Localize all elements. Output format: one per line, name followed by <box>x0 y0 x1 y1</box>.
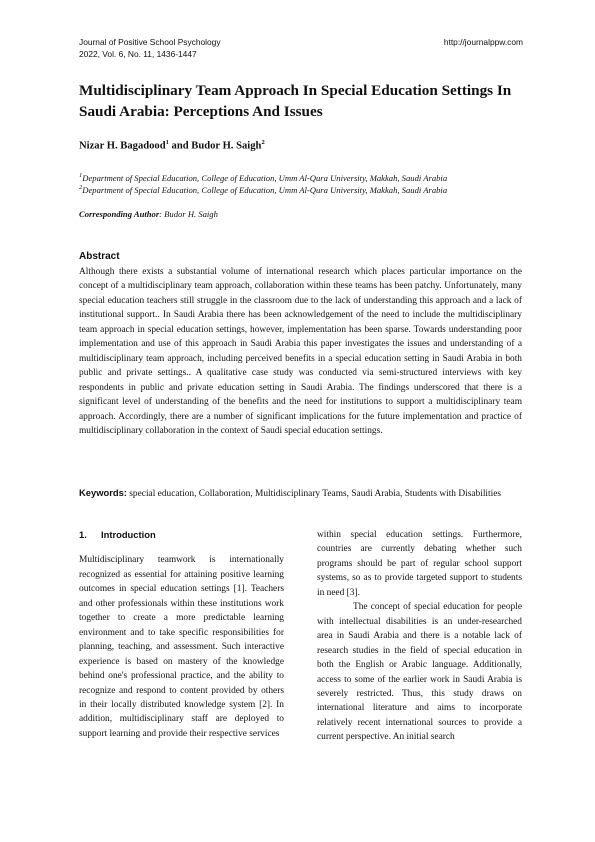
journal-issue: 2022, Vol. 6, No. 11, 1436-1447 <box>79 49 197 59</box>
paper-title: Multidisciplinary Team Approach In Special Education Settings In Saudi Arabia: Perceptions And Issues <box>79 82 512 120</box>
keywords-label: Keywords: <box>79 487 127 498</box>
abstract-heading: Abstract <box>79 251 120 262</box>
section-title: Introduction <box>101 529 156 540</box>
affiliation-marker: 2 <box>79 184 83 191</box>
corresponding-name: : Budor H. Saigh <box>159 209 218 219</box>
body-paragraph: Multidisciplinary teamwork is internationally recognized as essential for attaining positive learning outcomes in special education settings [1]. Teachers and other professionals within these institutions work together to create a more predictable learning environment and to take specific responsibilities for planning, teaching, and assessment. Such interactive experience is based on mastery of the knowledge behind one's professional practice, and the ability to recognize and respond to content provided by others in their locally distributed knowledge system [2]. In addition, multidisciplinary staff are deployed to support learning and provide their respective services <box>79 555 284 739</box>
affiliation-marker: 1 <box>165 139 169 146</box>
corresponding-label: Corresponding Author <box>79 209 160 219</box>
affiliation-text: Department of Special Education, College of Education, Umm Al-Qura University, Makkah, Saudi Arabia <box>82 184 448 195</box>
keywords <box>79 486 522 502</box>
keywords-text: special education, Collaboration, Multidisciplinary Teams, Saudi Arabia, Students with Disabilities <box>126 489 502 499</box>
body-paragraph: within special education settings. Furthermore, countries are currently debating whether such programs should be part of regular school support systems, so as to provide targeted support to students in need [3]. <box>317 530 522 598</box>
abstract-text: Although there exists a substantial volume of international research which places particular importance on the concept of a multidisciplinary team approach, collaboration within these teams has been patchy. Unfortunately, many special education teachers still struggle in the classroom due to the lack of understanding this approach and a lack of institutional support.. In Saudi Arabia there has been acknowledgement of the need to include the multidisciplinary team approach in special education settings, however, implementation has been sparse. Towards understanding poor implementation and use of this approach in Saudi Arabia this paper investigates the issues and understanding of a multidisciplinary team approach, including perceived benefits in a special education setting in Saudi Arabia in both public and private settings.. A qualitative case study was conducted via semi-structured interviews with key respondents in public and private education setting in Saudi Arabia. The findings underscored that there is a significant level of understanding of the benefits and the need for institutions to support a multidisciplinary team approach. Accordingly, there are a number of significant implications for the future implementation and practice of multidisciplinary collaboration in the context of Saudi special education settings. <box>79 267 522 436</box>
corresponding-author <box>79 209 218 219</box>
affiliation-marker: 2 <box>261 139 265 146</box>
author-list <box>79 139 265 152</box>
body-paragraph: The concept of special education for people with intellectual disabilities is an under-researched area in Saudi Arabia and there is a notable lack of research studies in the field of special education in both the English or Arabic language. Additionally, access to some of the earlier work in Saudi Arabia is severely restricted. Thus, this study draws on international literature and aims to incorporate relatively recent international sources to provide a current perspective. An initial search <box>317 602 522 743</box>
author-connector: and <box>168 140 192 152</box>
running-header <box>79 36 221 60</box>
section-heading <box>79 528 284 542</box>
journal-name: Journal of Positive School Psychology <box>79 37 221 47</box>
section-number: 1. <box>79 529 87 540</box>
affiliation-marker: 1 <box>79 172 83 179</box>
author-name: Nizar H. Bagadood <box>79 140 166 152</box>
author-name: Budor H. Saigh <box>191 140 262 152</box>
body-column-right <box>317 528 522 745</box>
affiliation-text: Department of Special Education, College of Education, Umm Al-Qura University, Makkah, Saudi Arabia <box>82 172 448 183</box>
body-column-left <box>79 528 284 741</box>
journal-url[interactable]: http://journalppw.com <box>443 37 523 47</box>
affiliation <box>79 182 539 196</box>
